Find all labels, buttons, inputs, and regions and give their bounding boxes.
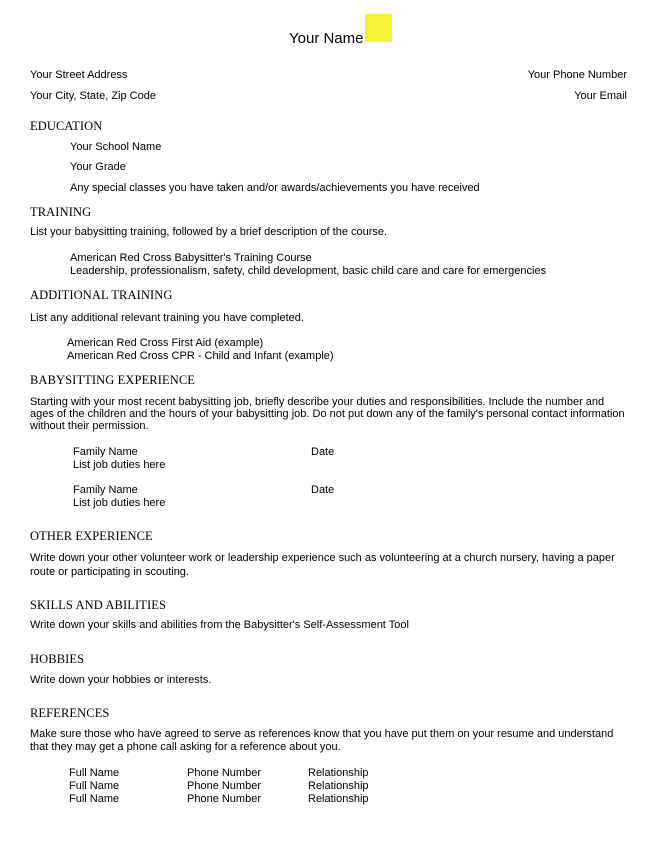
reference-phone-number: Phone Number xyxy=(187,767,261,779)
hobbies-text: Write down your hobbies or interests. xyxy=(30,674,212,686)
section-heading-references: REFERENCES xyxy=(30,706,110,720)
job-family-name: Family Name xyxy=(73,446,138,458)
job-duties: List job duties here xyxy=(73,497,166,509)
reference-full-name: Full Name xyxy=(69,767,120,779)
section-heading-education: EDUCATION xyxy=(30,119,103,133)
job-duties: List job duties here xyxy=(73,459,166,471)
sticky-note-highlight xyxy=(365,14,392,42)
phone-number: Your Phone Number xyxy=(527,69,627,81)
street-address: Your Street Address xyxy=(30,69,128,81)
training-intro: List your babysitting training, followed by a brief description of the course. xyxy=(30,226,388,238)
section-heading-training: TRAINING xyxy=(30,205,92,219)
job-date: Date xyxy=(311,446,335,458)
training-course: American Red Cross Babysitter's Training Course xyxy=(70,252,312,264)
resume-name: Your Name xyxy=(289,30,364,47)
school-name: Your School Name xyxy=(70,141,162,153)
additional-training-intro: List any additional relevant training you have completed. xyxy=(30,312,304,324)
reference-full-name: Full Name xyxy=(69,780,120,792)
reference-relationship: Relationship xyxy=(308,793,369,805)
training-description: Leadership, professionalism, safety, child development, basic child care and care for emergencies xyxy=(70,265,547,277)
section-heading-additional-training: ADDITIONAL TRAINING xyxy=(30,288,173,302)
skills-text: Write down your skills and abilities from the Babysitter's Self-Assessment Tool xyxy=(30,619,409,631)
city-state-zip: Your City, State, Zip Code xyxy=(30,90,156,102)
additional-training-item: American Red Cross CPR - Child and Infant (example) xyxy=(67,350,334,362)
job-date: Date xyxy=(311,484,335,496)
section-heading-hobbies: HOBBIES xyxy=(30,652,85,666)
grade: Your Grade xyxy=(70,161,126,173)
additional-training-item: American Red Cross First Aid (example) xyxy=(67,337,264,349)
references-text: Make sure those who have agreed to serve as references know that you have put them on your resume and understand that they may get a phone call asking for a reference about you. xyxy=(30,728,614,753)
email: Your Email xyxy=(574,90,627,102)
babysitting-experience-intro: Starting with your most recent babysitting job, briefly describe your duties and responsibilities. Include the number and ages of the children and the hours of your babysitting job. Do not put down any of the family's personal contact information without their permission. xyxy=(30,396,625,432)
special-classes: Any special classes you have taken and/or awards/achievements you have received xyxy=(70,182,480,194)
other-experience-text: Write down your other volunteer work or leadership experience such as volunteering at a church nursery, having a paper route or participating in scouting. xyxy=(30,552,615,578)
section-heading-other-experience: OTHER EXPERIENCE xyxy=(30,529,153,543)
reference-phone-number: Phone Number xyxy=(187,780,261,792)
reference-full-name: Full Name xyxy=(69,793,120,805)
reference-phone-number: Phone Number xyxy=(187,793,261,805)
job-family-name: Family Name xyxy=(73,484,138,496)
section-heading-babysitting-experience: BABYSITTING EXPERIENCE xyxy=(30,373,196,387)
reference-relationship: Relationship xyxy=(308,780,369,792)
section-heading-skills: SKILLS AND ABILITIES xyxy=(30,598,167,612)
reference-relationship: Relationship xyxy=(308,767,369,779)
